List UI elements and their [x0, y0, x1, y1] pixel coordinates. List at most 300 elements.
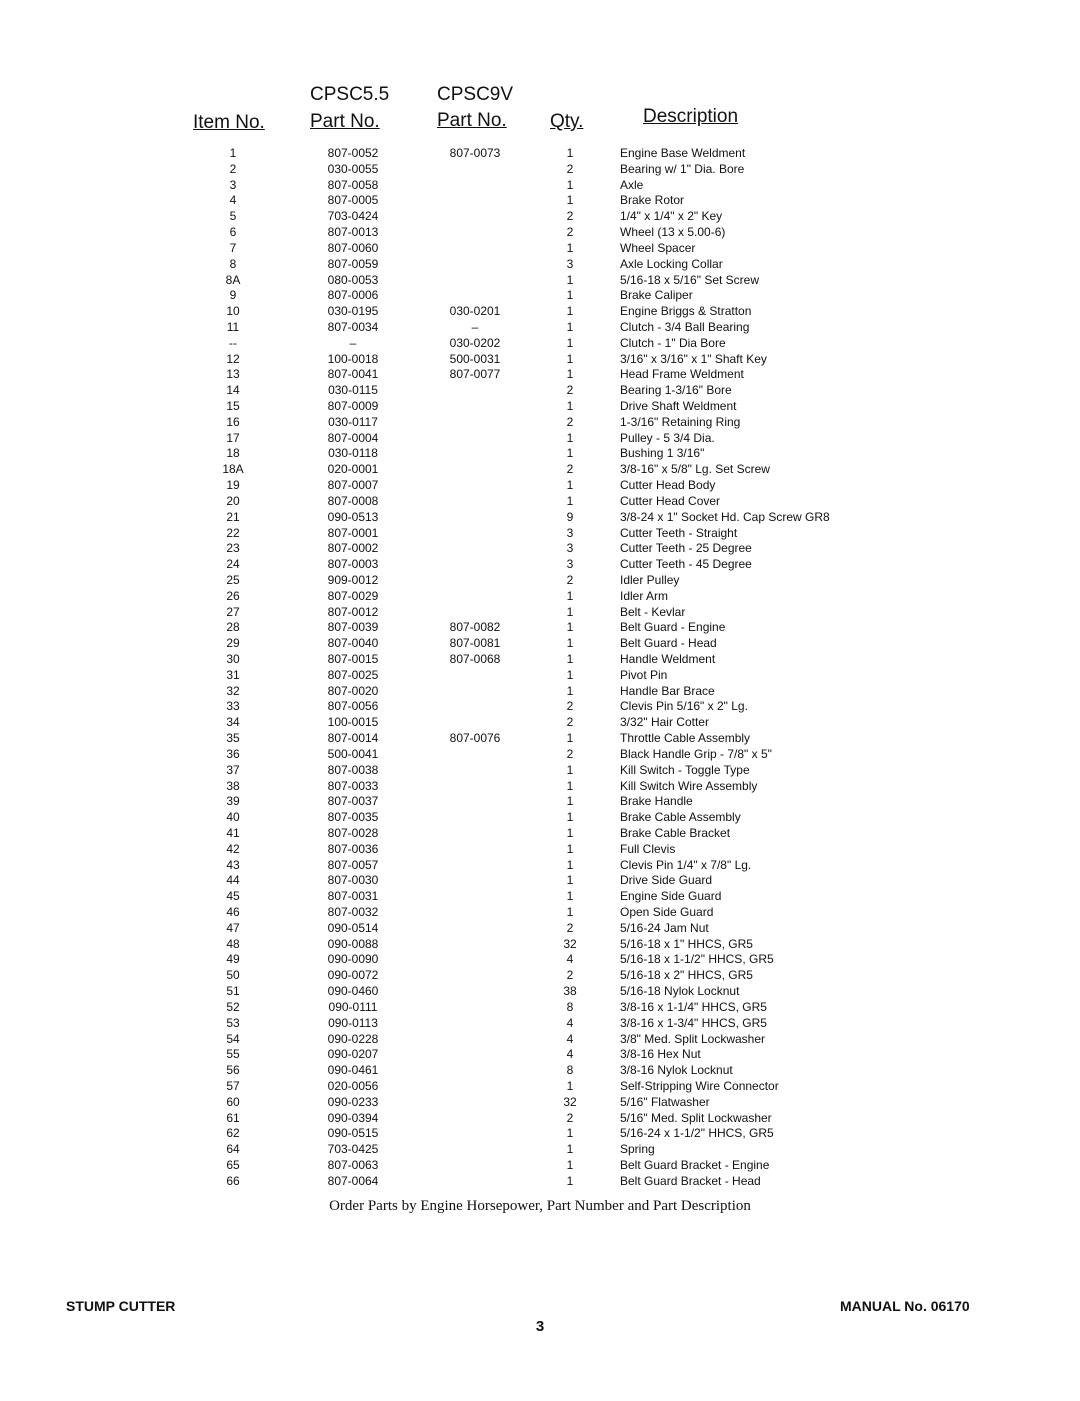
description-header: Description: [643, 106, 739, 127]
table-row: [0, 968, 1080, 984]
part-no-cpsc55: 807-0030: [327, 873, 379, 888]
part-no-cpsc55: 030-0118: [328, 446, 378, 461]
description: Engine Side Guard: [620, 889, 722, 904]
item-number: 11: [226, 319, 240, 334]
part-no-cpsc55: 807-0034: [327, 319, 379, 334]
part-no-cpsc55: 807-0028: [327, 825, 379, 840]
table-row: [0, 399, 1080, 415]
quantity: 2: [566, 968, 574, 983]
item-number: 40: [226, 810, 240, 825]
table-row: [0, 1111, 1080, 1127]
quantity: 1: [566, 604, 574, 619]
table-row: [0, 193, 1080, 209]
order-note: Order Parts by Engine Horsepower, Part Number and Part Description: [329, 1198, 751, 1214]
table-row: [0, 146, 1080, 162]
item-number: 47: [226, 920, 240, 935]
description: Cutter Teeth - 45 Degree: [620, 557, 752, 572]
description: 3/32" Hair Cotter: [620, 715, 709, 730]
description: Handle Weldment: [620, 652, 716, 666]
part-no-cpsc55: 807-0003: [327, 557, 379, 572]
part-no-cpsc55: 807-0035: [327, 810, 379, 825]
item-number: 5: [229, 209, 237, 224]
table-row: [0, 178, 1080, 194]
part-no-cpsc55: 807-0059: [327, 256, 379, 271]
quantity: 2: [566, 209, 574, 224]
item-number: 22: [226, 525, 240, 540]
table-row: [0, 842, 1080, 858]
item-number: 1: [229, 146, 237, 160]
table-row: [0, 794, 1080, 810]
part-no-cpsc55: 807-0038: [327, 762, 379, 777]
part-no-cpsc55: 090-0228: [327, 1031, 379, 1046]
description: Bushing 1 3/16": [620, 446, 705, 461]
description: Cutter Head Body: [620, 478, 716, 493]
table-row: [0, 810, 1080, 826]
part-no-cpsc55: 090-0111: [328, 999, 378, 1014]
description: 3/16" x 3/16" x 1" Shaft Key: [620, 351, 767, 366]
table-row: [0, 288, 1080, 304]
quantity: 38: [563, 984, 577, 999]
quantity: 3: [566, 256, 574, 271]
item-number: 51: [226, 984, 240, 999]
table-row: [0, 526, 1080, 542]
description: Pulley - 5 3/4 Dia.: [620, 430, 715, 445]
table-row: [0, 320, 1080, 336]
part-no-cpsc55: 807-0005: [327, 193, 379, 208]
part-no-cpsc55: 080-0053: [327, 272, 379, 287]
quantity: 9: [566, 509, 574, 524]
item-number: 35: [226, 731, 240, 746]
item-number: 29: [226, 636, 240, 651]
table-row: [0, 652, 1080, 668]
item-number: 36: [226, 746, 240, 761]
quantity: 8: [566, 1063, 574, 1078]
part-no-cpsc55: 090-0090: [327, 952, 379, 967]
description: Black Handle Grip - 7/8" x 5": [620, 746, 772, 761]
table-row: [0, 779, 1080, 795]
description: 5/16-24 x 1-1/2" HHCS, GR5: [620, 1126, 774, 1141]
part-no-cpsc55: 807-0039: [327, 620, 379, 635]
part-no-9v-header: Part No.: [437, 110, 507, 131]
quantity: 1: [566, 319, 574, 334]
part-no-cpsc9v: 807-0077: [449, 367, 501, 382]
item-number: 28: [226, 620, 240, 635]
table-row: [0, 715, 1080, 731]
item-number: 15: [226, 399, 240, 413]
description: Engine Briggs & Stratton: [620, 304, 752, 319]
item-number: 19: [226, 478, 240, 493]
table-row: [0, 1126, 1080, 1142]
item-number: 34: [226, 715, 240, 730]
part-no-cpsc9v: 807-0082: [449, 620, 501, 635]
item-number: 24: [226, 557, 240, 572]
quantity: 2: [566, 414, 574, 429]
part-no-cpsc9v: 807-0068: [449, 652, 501, 666]
item-number: 43: [226, 857, 240, 872]
description: Clutch - 1" Dia Bore: [620, 335, 726, 350]
description: 5/16-18 x 1" HHCS, GR5: [620, 936, 753, 951]
item-number: 62: [226, 1126, 240, 1141]
quantity: 1: [566, 288, 574, 303]
quantity: 1: [566, 304, 574, 319]
part-no-cpsc55: 807-0015: [327, 652, 379, 666]
part-no-cpsc55: 090-0461: [327, 1063, 379, 1078]
quantity: 1: [566, 430, 574, 445]
table-row: [0, 668, 1080, 684]
quantity: 1: [566, 841, 574, 856]
part-no-cpsc55: 807-0001: [327, 525, 379, 540]
part-no-cpsc55: 807-0013: [327, 225, 379, 240]
table-row: [0, 826, 1080, 842]
description: 3/8" Med. Split Lockwasher: [620, 1031, 765, 1046]
table-row: [0, 747, 1080, 763]
part-no-cpsc55: 807-0033: [327, 778, 379, 793]
quantity: 1: [566, 1158, 574, 1172]
quantity: 1: [566, 588, 574, 603]
item-number: 14: [226, 383, 240, 398]
item-number: 53: [226, 1015, 240, 1030]
quantity: 1: [566, 810, 574, 825]
item-number: 66: [226, 1173, 240, 1188]
item-number: 32: [226, 683, 240, 698]
item-number: 54: [226, 1031, 240, 1046]
description: 3/8-16" x 5/8" Lg. Set Screw: [620, 462, 770, 477]
quantity: 32: [563, 936, 577, 951]
table-row: [0, 1095, 1080, 1111]
quantity: 1: [566, 367, 574, 382]
quantity: 1: [566, 493, 574, 508]
description: Clutch - 3/4 Ball Bearing: [620, 319, 750, 334]
part-no-cpsc55: 090-0233: [327, 1094, 379, 1109]
description: 3/8-24 x 1" Socket Hd. Cap Screw GR8: [620, 509, 830, 524]
item-number: 13: [226, 367, 240, 382]
description: Kill Switch Wire Assembly: [620, 778, 758, 793]
part-no-cpsc55: 807-0060: [327, 240, 379, 255]
description: 5/16-18 x 2" HHCS, GR5: [620, 968, 753, 983]
quantity: 1: [566, 446, 574, 461]
quantity: 4: [566, 1031, 574, 1046]
item-number: 18: [226, 446, 240, 461]
description: Drive Side Guard: [620, 873, 713, 888]
model-cpsc55-heading: CPSC5.5: [310, 84, 390, 105]
description: Brake Handle: [620, 794, 693, 809]
item-number: 27: [226, 604, 240, 619]
part-no-cpsc9v: 030-0201: [449, 304, 501, 319]
table-row: [0, 684, 1080, 700]
part-no-cpsc55: 807-0014: [327, 731, 379, 746]
part-no-cpsc55: 030-0117: [328, 414, 378, 429]
quantity: 1: [566, 762, 574, 777]
footer-product-name: STUMP CUTTER: [66, 1298, 176, 1314]
description: Brake Rotor: [620, 193, 685, 208]
part-no-cpsc9v: 807-0073: [449, 146, 501, 160]
quantity: 1: [566, 272, 574, 287]
item-number: 9: [229, 288, 237, 303]
quantity: 1: [566, 1142, 574, 1157]
table-row: [0, 446, 1080, 462]
part-no-cpsc55: 090-0072: [327, 968, 379, 983]
part-no-cpsc55: 020-0001: [327, 462, 379, 477]
description: 5/16-18 x 5/16" Set Screw: [620, 272, 760, 287]
table-row: [0, 905, 1080, 921]
part-no-cpsc9v: 807-0076: [449, 731, 501, 746]
quantity: 1: [566, 889, 574, 904]
part-no-cpsc55: 807-0007: [327, 478, 379, 493]
description: Clevis Pin 1/4" x 7/8" Lg.: [620, 857, 752, 872]
part-no-cpsc55: 807-0025: [327, 667, 379, 682]
table-row: [0, 367, 1080, 383]
quantity: 1: [566, 351, 574, 366]
part-no-cpsc55: 090-0088: [327, 936, 379, 951]
part-no-cpsc55: 807-0056: [327, 699, 379, 714]
part-no-cpsc55: 807-0006: [327, 288, 379, 303]
item-number: 49: [226, 952, 240, 967]
item-number: 8: [229, 256, 237, 271]
part-no-cpsc55: 807-0032: [327, 905, 379, 919]
quantity: 32: [563, 1094, 577, 1109]
table-row: [0, 1142, 1080, 1158]
description: Drive Shaft Weldment: [620, 399, 737, 413]
table-row: [0, 1016, 1080, 1032]
quantity: 1: [566, 1078, 574, 1093]
quantity: 1: [566, 731, 574, 746]
quantity: 3: [566, 525, 574, 540]
table-row: [0, 462, 1080, 478]
part-no-cpsc55: 807-0057: [327, 857, 379, 872]
description: Cutter Teeth - Straight: [620, 525, 738, 540]
part-no-cpsc55: 807-0036: [327, 841, 379, 856]
part-no-cpsc55: 703-0425: [327, 1142, 379, 1157]
description: 5/16-24 Jam Nut: [620, 920, 709, 935]
quantity: 1: [566, 652, 574, 666]
description: Pivot Pin: [620, 667, 668, 682]
quantity: 2: [566, 383, 574, 398]
table-row: [0, 383, 1080, 399]
model-cpsc9v-heading: CPSC9V: [437, 84, 514, 105]
item-number: 12: [226, 351, 240, 366]
description: Cutter Teeth - 25 Degree: [620, 541, 752, 556]
table-row: [0, 162, 1080, 178]
item-number: 18A: [222, 462, 244, 477]
table-row: [0, 573, 1080, 589]
part-no-cpsc55: 807-0058: [327, 177, 379, 192]
quantity: 4: [566, 1047, 574, 1062]
table-row: [0, 557, 1080, 573]
part-no-cpsc55: 807-0029: [327, 588, 379, 603]
description: Idler Pulley: [620, 572, 680, 587]
table-row: [0, 241, 1080, 257]
footer-manual-number: MANUAL No. 06170: [840, 1298, 970, 1314]
item-number: 57: [226, 1078, 240, 1093]
table-row: [0, 431, 1080, 447]
item-number: 37: [226, 762, 240, 777]
description: 1-3/16" Retaining Ring: [620, 414, 741, 429]
description: Belt - Kevlar: [620, 604, 686, 619]
part-no-cpsc55: 807-0040: [327, 636, 379, 651]
description: Axle: [620, 177, 644, 192]
part-no-cpsc55: 703-0424: [327, 209, 379, 224]
part-no-cpsc55: 807-0002: [327, 541, 379, 556]
quantity: 1: [566, 778, 574, 793]
item-no-header: Item No.: [193, 112, 265, 133]
part-no-cpsc55: 807-0064: [327, 1173, 379, 1188]
description: 3/8-16 x 1-1/4" HHCS, GR5: [620, 999, 767, 1014]
table-row: [0, 541, 1080, 557]
description: Full Clevis: [620, 841, 676, 856]
description: Belt Guard Bracket - Head: [620, 1173, 761, 1188]
table-row: [0, 763, 1080, 779]
part-no-cpsc55: 807-0020: [327, 683, 379, 698]
quantity: 1: [566, 146, 574, 160]
table-row: [0, 1047, 1080, 1063]
table-row: [0, 889, 1080, 905]
part-no-cpsc55: –: [349, 335, 357, 350]
quantity: 1: [566, 240, 574, 255]
part-no-cpsc55: 807-0008: [327, 493, 379, 508]
part-no-cpsc55: 090-0460: [327, 984, 379, 999]
table-row: [0, 731, 1080, 747]
description: Belt Guard Bracket - Engine: [620, 1158, 770, 1172]
item-number: 10: [226, 304, 240, 319]
quantity: 1: [566, 857, 574, 872]
quantity: 2: [566, 699, 574, 714]
description: Self-Stripping Wire Connector: [620, 1078, 779, 1093]
quantity: 1: [566, 1173, 574, 1188]
item-number: 41: [226, 825, 240, 840]
part-no-cpsc55: 100-0015: [327, 715, 379, 730]
item-number: 64: [226, 1142, 240, 1157]
item-number: 42: [226, 841, 240, 856]
item-number: --: [229, 335, 237, 350]
description: Brake Cable Bracket: [620, 825, 731, 840]
quantity: 2: [566, 920, 574, 935]
table-row: [0, 510, 1080, 526]
table-row: [0, 1032, 1080, 1048]
item-number: 26: [226, 588, 240, 603]
item-number: 55: [226, 1047, 240, 1062]
part-no-cpsc55: 090-0515: [327, 1126, 379, 1141]
table-row: [0, 257, 1080, 273]
table-row: [0, 858, 1080, 874]
quantity: 2: [566, 225, 574, 240]
table-row: [0, 1079, 1080, 1095]
table-row: [0, 478, 1080, 494]
description: Spring: [620, 1142, 655, 1157]
part-no-cpsc55: 090-0394: [327, 1110, 379, 1125]
part-no-cpsc55: 100-0018: [327, 351, 379, 366]
part-no-cpsc55: 807-0031: [327, 889, 379, 904]
description: Brake Caliper: [620, 288, 693, 303]
quantity: 2: [566, 715, 574, 730]
item-number: 21: [226, 509, 240, 524]
quantity: 2: [566, 161, 574, 176]
part-no-cpsc55: 807-0037: [327, 794, 379, 809]
description: Wheel (13 x 5.00-6): [620, 225, 726, 240]
description: Engine Base Weldment: [620, 146, 746, 160]
item-number: 3: [229, 177, 237, 192]
description: Bearing w/ 1" Dia. Bore: [620, 161, 745, 176]
quantity: 4: [566, 1015, 574, 1030]
item-number: 61: [226, 1110, 240, 1125]
description: Handle Bar Brace: [620, 683, 715, 698]
quantity: 2: [566, 746, 574, 761]
table-row: [0, 937, 1080, 953]
table-row: [0, 1158, 1080, 1174]
table-row: [0, 873, 1080, 889]
part-no-cpsc55: 090-0207: [327, 1047, 379, 1062]
description: 5/16-18 x 1-1/2" HHCS, GR5: [620, 952, 774, 967]
quantity: 1: [566, 667, 574, 682]
quantity: 1: [566, 335, 574, 350]
table-row: [0, 589, 1080, 605]
item-number: 6: [229, 225, 237, 240]
table-row: [0, 273, 1080, 289]
description: Clevis Pin 5/16" x 2" Lg.: [620, 699, 748, 714]
part-no-cpsc55: 020-0056: [327, 1078, 379, 1093]
quantity: 4: [566, 952, 574, 967]
table-row: [0, 699, 1080, 715]
page-number: 3: [535, 1318, 545, 1335]
quantity: 1: [566, 636, 574, 651]
item-number: 50: [226, 968, 240, 983]
quantity: 3: [566, 541, 574, 556]
part-no-cpsc55: 030-0055: [327, 161, 379, 176]
quantity: 1: [566, 193, 574, 208]
part-no-cpsc55: 807-0063: [327, 1158, 379, 1172]
table-row: [0, 921, 1080, 937]
description: Open Side Guard: [620, 905, 714, 919]
item-number: 60: [226, 1094, 240, 1109]
table-row: [0, 1174, 1080, 1190]
item-number: 20: [226, 493, 240, 508]
part-no-cpsc9v: 500-0031: [449, 351, 501, 366]
description: 3/8-16 Hex Nut: [620, 1047, 701, 1062]
table-row: [0, 494, 1080, 510]
part-no-cpsc55: 807-0009: [327, 399, 379, 413]
description: Cutter Head Cover: [620, 493, 721, 508]
description: Kill Switch - Toggle Type: [620, 762, 750, 777]
part-no-cpsc9v: –: [471, 319, 479, 334]
item-number: 44: [226, 873, 240, 888]
table-row: [0, 352, 1080, 368]
description: 1/4" x 1/4" x 2" Key: [620, 209, 723, 224]
item-number: 25: [226, 572, 240, 587]
table-row: [0, 636, 1080, 652]
item-number: 8A: [225, 272, 241, 287]
quantity: 1: [566, 1126, 574, 1141]
description: 5/16-18 Nylok Locknut: [620, 984, 740, 999]
description: 3/8-16 Nylok Locknut: [620, 1063, 733, 1078]
description: Throttle Cable Assembly: [620, 731, 751, 746]
part-no-cpsc55: 909-0012: [327, 572, 379, 587]
quantity: 2: [566, 462, 574, 477]
item-number: 46: [226, 905, 240, 919]
parts-table: [0, 146, 1080, 1190]
item-number: 2: [229, 161, 237, 176]
table-row: [0, 984, 1080, 1000]
quantity: 1: [566, 620, 574, 635]
item-number: 7: [229, 240, 237, 255]
table-row: [0, 415, 1080, 431]
table-row: [0, 336, 1080, 352]
table-row: [0, 952, 1080, 968]
part-no-cpsc55: 090-0514: [327, 920, 379, 935]
part-no-cpsc55: 807-0004: [327, 430, 379, 445]
item-number: 4: [229, 193, 237, 208]
item-number: 45: [226, 889, 240, 904]
item-number: 33: [226, 699, 240, 714]
description: Head Frame Weldment: [620, 367, 744, 382]
